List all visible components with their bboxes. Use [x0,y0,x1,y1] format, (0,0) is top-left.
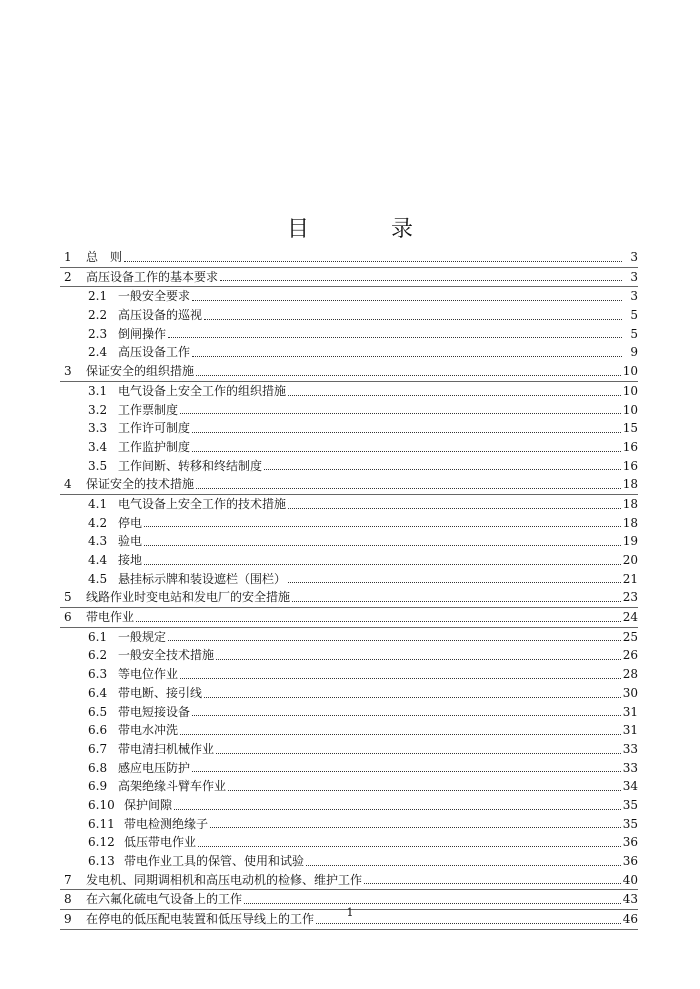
toc-entry-page: 19 [622,534,638,549]
toc-entry-page: 31 [622,723,638,738]
toc-section-entry[interactable] [60,646,638,665]
toc-section-entry[interactable] [60,287,638,306]
toc-entry-page: 20 [622,553,638,567]
toc-entry-page: 35 [622,816,638,831]
toc-chapter-entry[interactable] [60,268,638,288]
toc-entry-title: 电气设备上安全工作的技术措施 [118,496,287,511]
toc-entry-title: 带电清扫机械作业 [118,741,215,756]
toc-entry-number: 5 [64,590,72,605]
toc-dot-leader [144,544,621,546]
toc-entry-page: 23 [622,590,638,605]
toc-entry-title: 一般安全要求 [118,289,191,304]
toc-section-entry[interactable] [60,721,638,740]
toc-section-entry[interactable] [60,551,638,570]
toc-section-entry[interactable] [60,833,638,852]
toc-entry-number: 9 [64,912,72,927]
toc-dot-leader [168,639,621,641]
toc-entry-page: 26 [622,648,638,663]
toc-entry-page: 43 [622,892,638,907]
toc-section-entry[interactable] [60,306,638,325]
toc-entry-page: 9 [630,345,638,360]
toc-section-entry[interactable] [60,457,638,476]
toc-entry-title: 一般规定 [118,629,167,644]
toc-entry-number: 3.3 [88,421,108,436]
toc-entry-title: 在停电的低压配电装置和低压导线上的工作 [86,912,315,927]
toc-entry-number: 7 [64,872,72,887]
toc-entry-number: 6 [64,610,72,625]
toc-chapter-entry[interactable] [60,588,638,608]
toc-entry-title: 高压设备的巡视 [118,308,203,323]
toc-section-entry[interactable] [60,514,638,533]
toc-entry-number: 6.7 [88,741,108,756]
toc-dot-leader [198,845,621,847]
toc-dot-leader [192,770,621,772]
toc-entry-page: 3 [630,269,638,284]
toc-entry-title: 带电断、接引线 [118,685,203,700]
toc-dot-leader [306,864,621,866]
toc-entry-number: 4.3 [88,534,108,549]
toc-entry-number: 4 [64,477,72,492]
toc-entry-number: 6.13 [88,854,115,868]
toc-dot-leader [228,789,621,791]
toc-entry-title: 悬挂标示牌和装设遮栏（围栏） [118,571,287,586]
toc-entry-title: 接地 [118,553,143,567]
toc-section-entry[interactable] [60,628,638,647]
toc-entry-page: 24 [622,610,638,625]
toc-chapter-entry[interactable] [60,608,638,628]
toc-dot-leader [288,394,621,396]
toc-entry-page: 18 [622,515,638,530]
toc-entry-page: 3 [630,250,638,264]
toc-dot-leader [364,882,621,884]
toc-entry-number: 4.4 [88,553,108,567]
toc-chapter-entry[interactable] [60,475,638,495]
page-number-footer: 1 [346,906,354,919]
toc-entry-number: 2 [64,269,72,284]
toc-entry-title: 等电位作业 [118,667,179,682]
toc-entry-page: 31 [622,704,638,719]
toc-dot-leader [192,431,621,433]
toc-entry-title: 验电 [118,534,143,549]
toc-entry-title: 保证安全的组织措施 [86,364,195,379]
toc-entry-page: 5 [630,326,638,341]
toc-entry-title: 一般安全技术措施 [118,648,215,663]
toc-dot-leader [144,525,621,527]
toc-entry-number: 6.12 [88,835,115,850]
toc-section-entry[interactable] [60,759,638,778]
toc-entry-number: 8 [64,892,72,907]
toc-entry-title: 工作监护制度 [118,439,191,454]
toc-entry-number: 3.4 [88,439,108,454]
toc-entry-page: 28 [622,667,638,682]
toc-entry-number: 6.8 [88,760,108,775]
toc-title: 目 录 [286,217,443,242]
toc-entry-number: 6.3 [88,667,108,682]
toc-entry-page: 36 [622,854,638,868]
toc-entry-title: 倒闸操作 [118,326,167,341]
toc-section-entry[interactable] [60,796,638,815]
toc-dot-leader [244,902,621,904]
toc-entry-page: 30 [622,685,638,700]
toc-entry-title: 在六氟化硫电气设备上的工作 [86,892,243,907]
toc-entry-page: 5 [630,308,638,323]
table-of-contents [60,248,638,930]
toc-section-entry[interactable] [60,495,638,514]
toc-entry-page: 36 [622,835,638,850]
toc-entry-page: 3 [630,289,638,304]
toc-dot-leader [220,279,622,281]
toc-entry-number: 4.2 [88,515,108,530]
toc-section-entry[interactable] [60,777,638,796]
toc-dot-leader [292,600,621,602]
toc-entry-number: 6.2 [88,648,108,663]
toc-chapter-entry[interactable] [60,362,638,382]
toc-dot-leader [196,374,621,376]
toc-entry-page: 15 [622,421,638,436]
toc-entry-number: 4.1 [88,496,108,511]
toc-entry-title: 带电作业 [86,610,135,625]
toc-section-entry[interactable] [60,419,638,438]
toc-dot-leader [316,922,621,924]
toc-entry-page: 34 [622,779,638,794]
toc-dot-leader [174,808,621,810]
toc-entry-title: 发电机、同期调相机和高压电动机的检修、维护工作 [86,872,363,887]
toc-section-entry[interactable] [60,665,638,684]
toc-entry-number: 2.2 [88,308,108,323]
toc-entry-page: 10 [622,383,638,398]
toc-entry-title: 线路作业时变电站和发电厂的安全措施 [86,590,291,605]
toc-chapter-entry[interactable] [60,871,638,891]
toc-entry-title: 带电短接设备 [118,704,191,719]
toc-entry-page: 18 [622,496,638,511]
toc-entry-number: 6.11 [88,816,115,831]
toc-entry-page: 18 [622,477,638,492]
toc-entry-page: 40 [622,872,638,887]
toc-entry-title: 工作票制度 [118,402,179,417]
toc-entry-number: 3 [64,364,72,379]
toc-entry-number: 6.10 [88,797,115,812]
toc-entry-title: 工作间断、转移和终结制度 [118,458,263,473]
toc-entry-number: 6.4 [88,685,108,700]
toc-dot-leader [192,355,622,357]
toc-dot-leader [288,581,621,583]
toc-entry-page: 21 [622,571,638,586]
toc-entry-title: 保证安全的技术措施 [86,477,195,492]
toc-entry-title: 高压设备工作的基本要求 [86,269,219,284]
toc-dot-leader [192,450,621,452]
toc-dot-leader [264,468,621,470]
toc-entry-page: 33 [622,760,638,775]
toc-entry-number: 6.9 [88,779,108,794]
toc-entry-title: 总 则 [86,250,123,264]
toc-entry-page: 46 [622,912,638,927]
toc-entry-number: 3.1 [88,383,108,398]
toc-entry-page: 10 [622,364,638,379]
toc-dot-leader [210,826,621,828]
toc-chapter-entry[interactable] [60,248,638,268]
toc-dot-leader [168,336,622,338]
toc-entry-number: 3.2 [88,402,108,417]
toc-section-entry[interactable] [60,740,638,759]
toc-dot-leader [192,299,622,301]
toc-dot-leader [180,677,621,679]
toc-entry-title: 带电检测绝缘子 [124,816,209,831]
toc-entry-title: 工作许可制度 [118,421,191,436]
toc-section-entry[interactable] [60,382,638,401]
toc-dot-leader [216,658,621,660]
toc-entry-number: 2.3 [88,326,108,341]
toc-entry-page: 35 [622,797,638,812]
toc-entry-title: 低压带电作业 [124,835,197,850]
toc-section-entry[interactable] [60,570,638,589]
toc-section-entry[interactable] [60,852,638,871]
toc-section-entry[interactable] [60,703,638,722]
toc-dot-leader [144,563,621,565]
toc-dot-leader [216,752,621,754]
toc-entry-number: 6.5 [88,704,108,719]
toc-section-entry[interactable] [60,325,638,344]
toc-dot-leader [288,507,621,509]
toc-entry-title: 高压设备工作 [118,345,191,360]
toc-entry-title: 高架绝缘斗臂车作业 [118,779,227,794]
toc-section-entry[interactable] [60,684,638,703]
toc-dot-leader [124,260,622,262]
toc-entry-title: 保护间隙 [124,797,173,812]
toc-entry-number: 4.5 [88,571,108,586]
toc-entry-page: 33 [622,741,638,756]
toc-dot-leader [204,696,621,698]
toc-entry-title: 感应电压防护 [118,760,191,775]
toc-dot-leader [192,714,621,716]
toc-entry-title: 电气设备上安全工作的组织措施 [118,383,287,398]
toc-dot-leader [136,620,621,622]
toc-dot-leader [180,733,621,735]
toc-section-entry[interactable] [60,438,638,457]
toc-dot-leader [204,318,622,320]
toc-entry-number: 2.4 [88,345,108,360]
toc-entry-page: 16 [622,458,638,473]
toc-entry-page: 16 [622,439,638,454]
toc-entry-number: 3.5 [88,458,108,473]
toc-section-entry[interactable] [60,815,638,834]
toc-entry-page: 25 [622,629,638,644]
toc-section-entry[interactable] [60,343,638,362]
toc-dot-leader [180,412,621,414]
toc-entry-number: 2.1 [88,289,108,304]
toc-entry-page: 10 [622,402,638,417]
toc-entry-title: 停电 [118,515,143,530]
toc-section-entry[interactable] [60,401,638,420]
toc-entry-number: 6.6 [88,723,108,738]
toc-entry-number: 1 [64,250,72,264]
toc-entry-title: 带电水冲洗 [118,723,179,738]
toc-entry-number: 6.1 [88,629,108,644]
toc-section-entry[interactable] [60,532,638,551]
toc-entry-title: 带电作业工具的保管、使用和试验 [124,854,305,868]
toc-dot-leader [196,487,621,489]
